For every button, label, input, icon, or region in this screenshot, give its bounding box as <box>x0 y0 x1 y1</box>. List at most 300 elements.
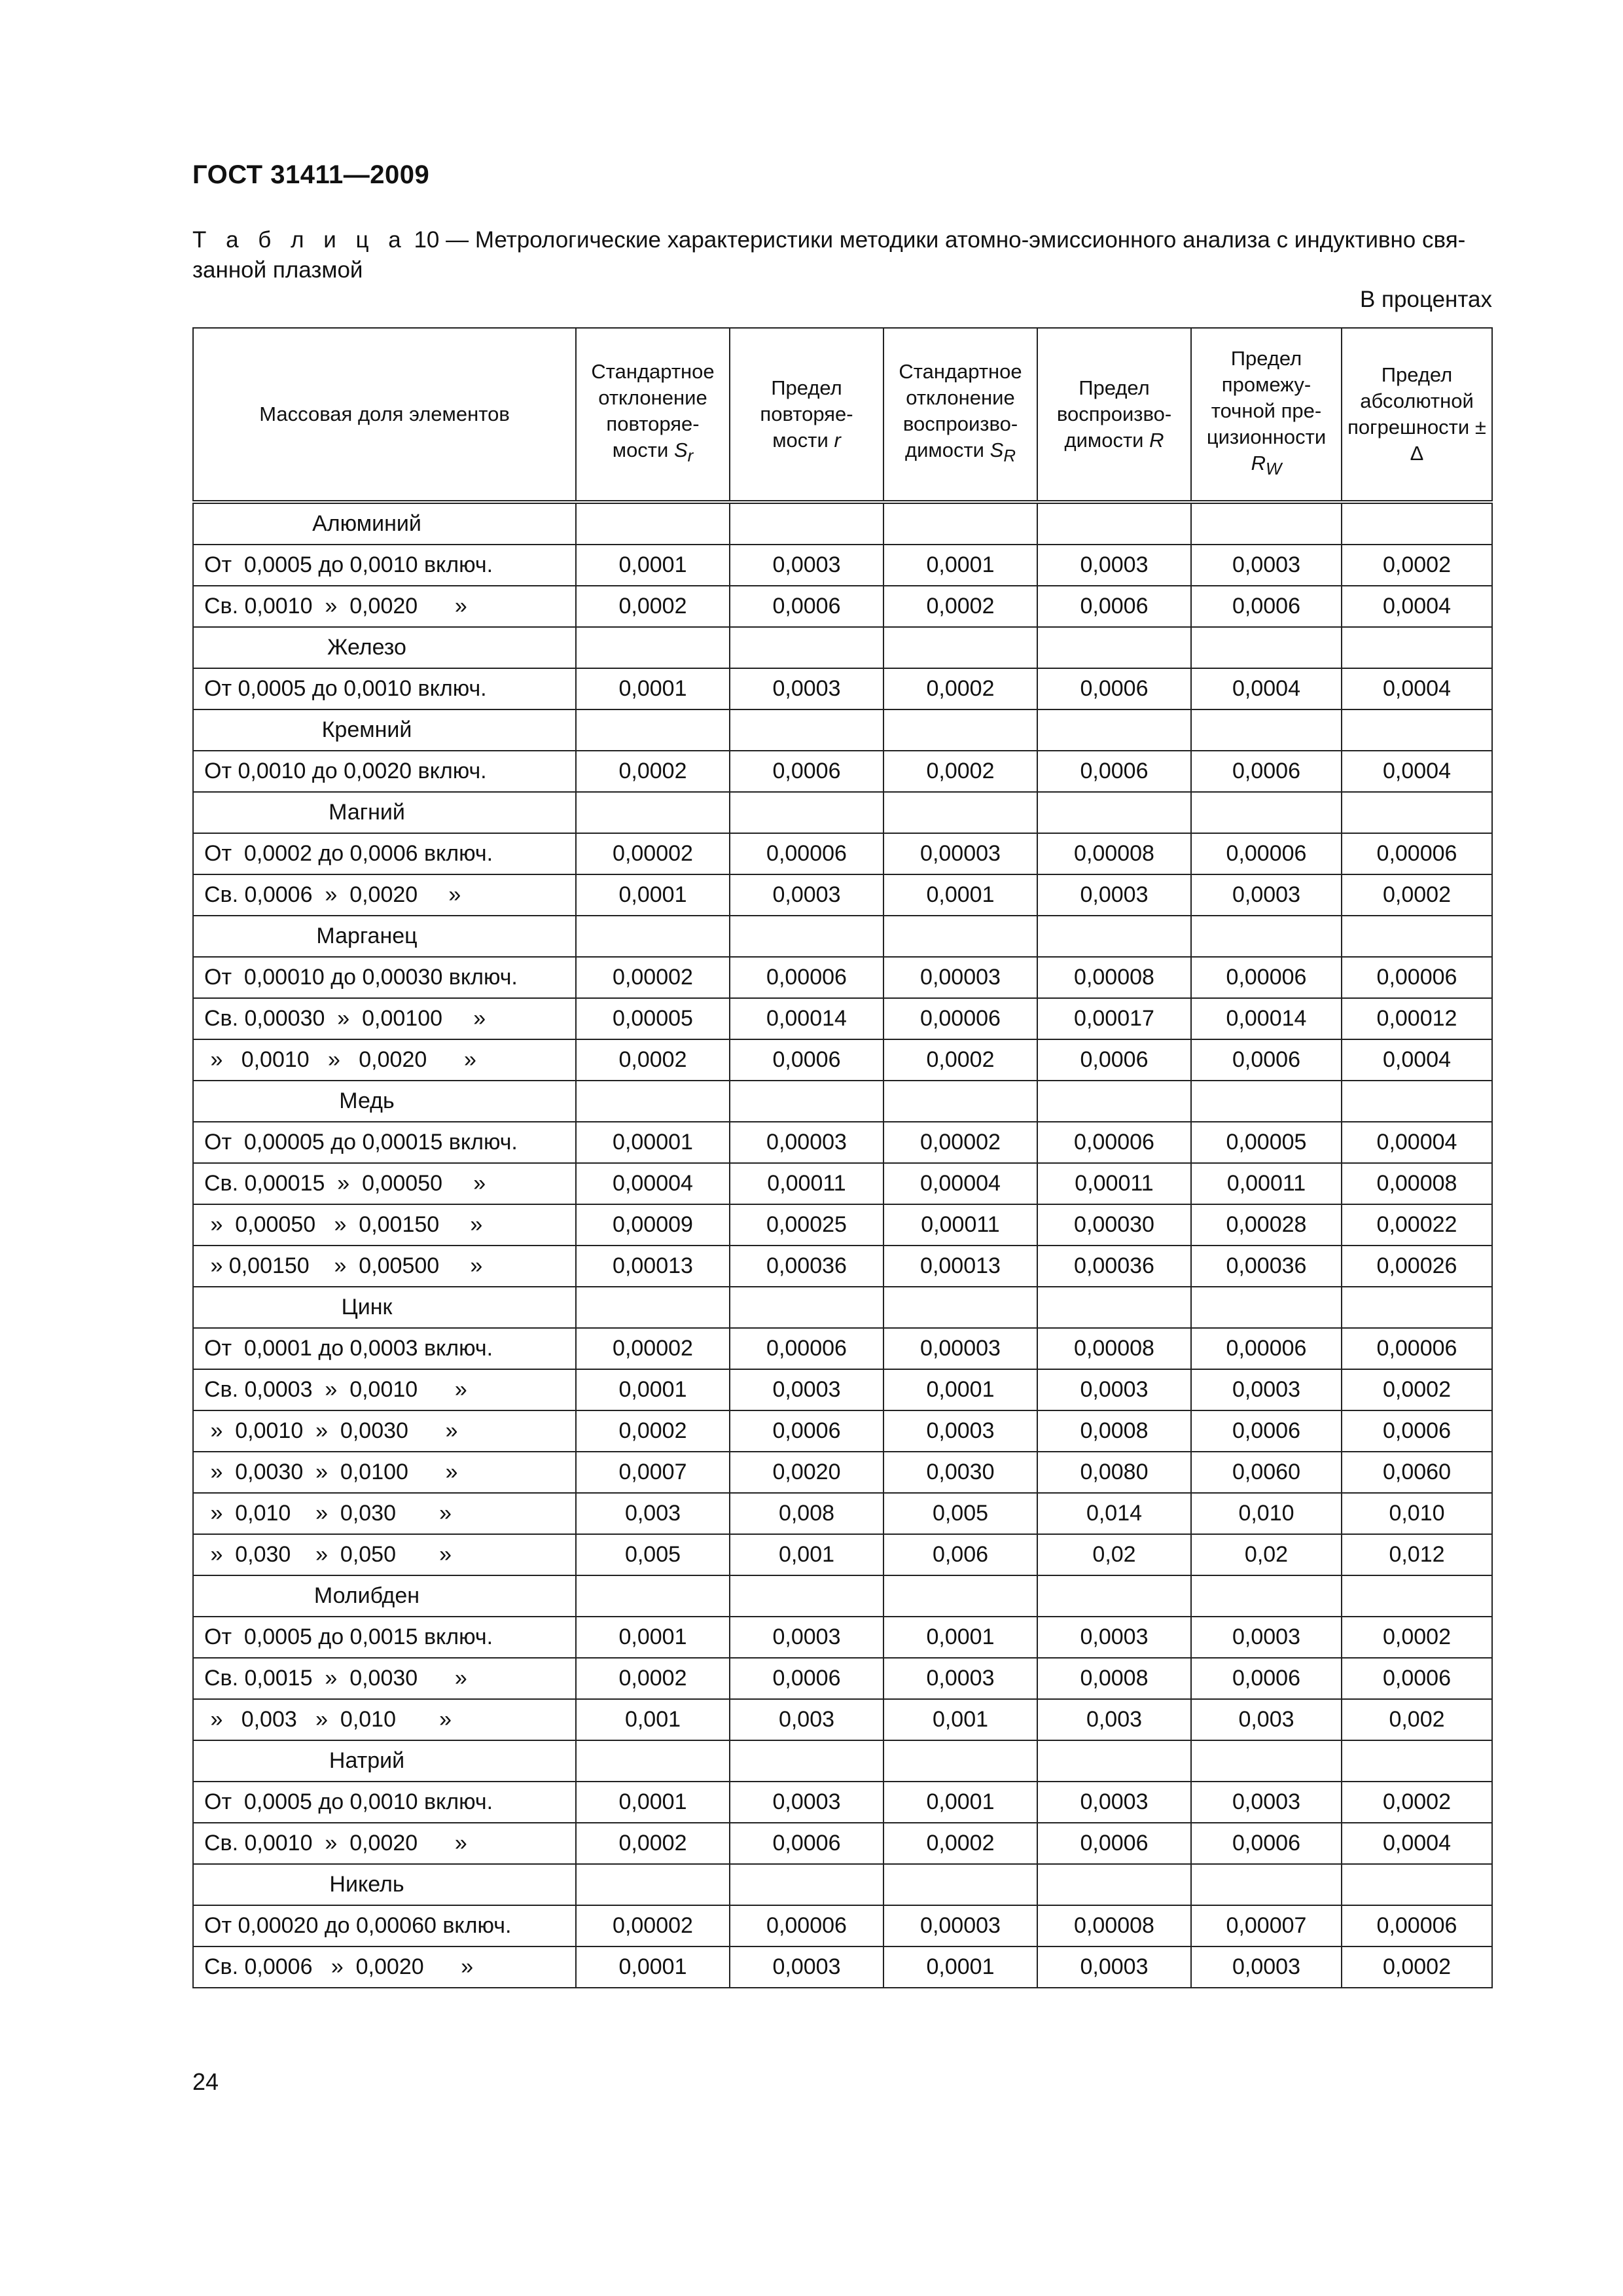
value-cell: 0,0001 <box>883 1946 1037 1988</box>
value-cell: 0,005 <box>576 1534 730 1575</box>
value-cell: 0,0002 <box>883 1039 1037 1081</box>
value-cell: 0,0001 <box>883 874 1037 916</box>
table-row <box>193 998 1492 1039</box>
value-cell: 0,0002 <box>1342 1946 1492 1988</box>
empty-cell <box>883 502 1037 545</box>
column-header-subscript: R <box>1003 447 1016 466</box>
value-cell: 0,00036 <box>730 1246 883 1287</box>
value-cell: 0,00011 <box>1037 1163 1191 1204</box>
table-body <box>193 502 1492 1988</box>
element-name-cell: Цинк <box>193 1287 576 1328</box>
range-cell: Св. 0,0003 » 0,0010 » <box>193 1369 576 1410</box>
range-cell: От 0,0005 до 0,0015 включ. <box>193 1617 576 1658</box>
empty-cell <box>1342 1575 1492 1617</box>
column-header-subscript: r <box>687 447 694 466</box>
range-cell: » 0,0010 » 0,0030 » <box>193 1410 576 1452</box>
column-header-label: Массовая доля элементов <box>259 403 510 425</box>
value-cell: 0,0006 <box>730 1410 883 1452</box>
value-cell: 0,0080 <box>1037 1452 1191 1493</box>
value-cell: 0,00003 <box>883 1905 1037 1946</box>
value-cell: 0,0006 <box>1191 586 1342 627</box>
value-cell: 0,0002 <box>576 1039 730 1081</box>
element-name-cell: Никель <box>193 1864 576 1905</box>
value-cell: 0,00011 <box>730 1163 883 1204</box>
column-header-label: Стандартное отклонение повторяе-мости <box>591 360 715 462</box>
empty-cell <box>576 1864 730 1905</box>
table-row <box>193 1782 1492 1823</box>
value-cell: 0,00003 <box>883 833 1037 874</box>
table-row <box>193 1452 1492 1493</box>
empty-cell <box>1037 709 1191 751</box>
value-cell: 0,00006 <box>1342 957 1492 998</box>
table-row <box>193 1328 1492 1369</box>
value-cell: 0,0001 <box>883 545 1037 586</box>
value-cell: 0,00012 <box>1342 998 1492 1039</box>
value-cell: 0,0008 <box>1037 1410 1191 1452</box>
value-cell: 0,00001 <box>576 1122 730 1163</box>
table-row <box>193 1410 1492 1452</box>
column-header-symbol: R <box>1251 452 1266 475</box>
table-row <box>193 1493 1492 1534</box>
empty-cell <box>1037 627 1191 668</box>
value-cell: 0,0006 <box>730 586 883 627</box>
range-cell: От 0,0002 до 0,0006 включ. <box>193 833 576 874</box>
empty-cell <box>730 916 883 957</box>
range-cell: От 0,0005 до 0,0010 включ. <box>193 1782 576 1823</box>
empty-cell <box>1191 1740 1342 1782</box>
empty-cell <box>883 792 1037 833</box>
value-cell: 0,006 <box>883 1534 1037 1575</box>
table-row <box>193 1163 1492 1204</box>
column-header-label: Предел промежу-точной пре-цизионности <box>1206 347 1327 449</box>
table-row <box>193 545 1492 586</box>
range-cell: » 0,00150 » 0,00500 » <box>193 1246 576 1287</box>
table-row <box>193 1204 1492 1246</box>
table-caption <box>192 225 1501 285</box>
value-cell: 0,00006 <box>1191 1328 1342 1369</box>
empty-cell <box>883 627 1037 668</box>
document-title: ГОСТ 31411—2009 <box>192 160 430 189</box>
element-name-cell: Медь <box>193 1081 576 1122</box>
value-cell: 0,0002 <box>883 586 1037 627</box>
value-cell: 0,0002 <box>883 1823 1037 1864</box>
value-cell: 0,00014 <box>1191 998 1342 1039</box>
element-group-row <box>193 1864 1492 1905</box>
value-cell: 0,010 <box>1191 1493 1342 1534</box>
value-cell: 0,0004 <box>1342 586 1492 627</box>
empty-cell <box>730 1287 883 1328</box>
value-cell: 0,00030 <box>1037 1204 1191 1246</box>
value-cell: 0,00006 <box>883 998 1037 1039</box>
range-cell: Св. 0,0010 » 0,0020 » <box>193 1823 576 1864</box>
empty-cell <box>576 709 730 751</box>
empty-cell <box>1342 1740 1492 1782</box>
empty-cell <box>1191 916 1342 957</box>
range-cell: Св. 0,0006 » 0,0020 » <box>193 874 576 916</box>
value-cell: 0,00036 <box>1037 1246 1191 1287</box>
empty-cell <box>883 1740 1037 1782</box>
metrology-table <box>192 327 1493 1988</box>
element-name-cell: Алюминий <box>193 502 576 545</box>
value-cell: 0,00002 <box>576 1905 730 1946</box>
range-cell: От 0,00005 до 0,00015 включ. <box>193 1122 576 1163</box>
range-cell: » 0,030 » 0,050 » <box>193 1534 576 1575</box>
value-cell: 0,001 <box>730 1534 883 1575</box>
column-header <box>1037 328 1191 502</box>
value-cell: 0,0006 <box>1191 1410 1342 1452</box>
value-cell: 0,0004 <box>1342 1039 1492 1081</box>
value-cell: 0,00002 <box>576 833 730 874</box>
column-header-symbol: ± Δ <box>1410 416 1486 465</box>
value-cell: 0,0006 <box>730 1823 883 1864</box>
element-group-row <box>193 709 1492 751</box>
value-cell: 0,0007 <box>576 1452 730 1493</box>
empty-cell <box>1037 502 1191 545</box>
column-header <box>730 328 883 502</box>
empty-cell <box>1342 916 1492 957</box>
value-cell: 0,0003 <box>1191 1617 1342 1658</box>
value-cell: 0,00006 <box>730 1905 883 1946</box>
range-cell: » 0,00050 » 0,00150 » <box>193 1204 576 1246</box>
column-header-label: Предел повторяе-мости <box>760 376 853 452</box>
value-cell: 0,00022 <box>1342 1204 1492 1246</box>
empty-cell <box>730 1740 883 1782</box>
empty-cell <box>1342 1081 1492 1122</box>
empty-cell <box>576 1575 730 1617</box>
value-cell: 0,014 <box>1037 1493 1191 1534</box>
value-cell: 0,00006 <box>730 957 883 998</box>
empty-cell <box>883 1864 1037 1905</box>
element-group-row <box>193 1287 1492 1328</box>
table-row <box>193 1039 1492 1081</box>
value-cell: 0,00028 <box>1191 1204 1342 1246</box>
empty-cell <box>1342 1864 1492 1905</box>
value-cell: 0,00017 <box>1037 998 1191 1039</box>
value-cell: 0,0030 <box>883 1452 1037 1493</box>
value-cell: 0,0002 <box>1342 1782 1492 1823</box>
empty-cell <box>576 1081 730 1122</box>
range-cell: Св. 0,0015 » 0,0030 » <box>193 1658 576 1699</box>
empty-cell <box>1191 627 1342 668</box>
value-cell: 0,0001 <box>576 668 730 709</box>
value-cell: 0,0002 <box>576 1823 730 1864</box>
value-cell: 0,00006 <box>1342 1905 1492 1946</box>
range-cell: От 0,00010 до 0,00030 включ. <box>193 957 576 998</box>
empty-cell <box>730 1864 883 1905</box>
table-row <box>193 668 1492 709</box>
empty-cell <box>1191 1575 1342 1617</box>
value-cell: 0,0006 <box>1037 668 1191 709</box>
empty-cell <box>1037 1740 1191 1782</box>
value-cell: 0,00013 <box>883 1246 1037 1287</box>
table-row <box>193 1946 1492 1988</box>
table-row <box>193 1534 1492 1575</box>
empty-cell <box>576 627 730 668</box>
column-header-symbol: S <box>673 439 688 462</box>
value-cell: 0,00008 <box>1037 1905 1191 1946</box>
value-cell: 0,012 <box>1342 1534 1492 1575</box>
value-cell: 0,00014 <box>730 998 883 1039</box>
table-row <box>193 751 1492 792</box>
value-cell: 0,0003 <box>730 874 883 916</box>
column-header <box>883 328 1037 502</box>
element-group-row <box>193 502 1492 545</box>
range-cell: » 0,0010 » 0,0020 » <box>193 1039 576 1081</box>
column-header-symbol: r <box>834 429 841 452</box>
value-cell: 0,0001 <box>576 1617 730 1658</box>
value-cell: 0,0006 <box>1191 1658 1342 1699</box>
column-header-label: Стандартное отклонение воспроизво-димости <box>899 360 1022 462</box>
range-cell: Св. 0,0006 » 0,0020 » <box>193 1946 576 1988</box>
value-cell: 0,0002 <box>1342 545 1492 586</box>
table-row <box>193 1617 1492 1658</box>
range-cell: » 0,003 » 0,010 » <box>193 1699 576 1740</box>
value-cell: 0,0003 <box>1191 1369 1342 1410</box>
value-cell: 0,010 <box>1342 1493 1492 1534</box>
value-cell: 0,0008 <box>1037 1658 1191 1699</box>
range-cell: От 0,00020 до 0,00060 включ. <box>193 1905 576 1946</box>
value-cell: 0,0004 <box>1342 668 1492 709</box>
value-cell: 0,00004 <box>883 1163 1037 1204</box>
value-cell: 0,0004 <box>1342 751 1492 792</box>
value-cell: 0,00006 <box>730 1328 883 1369</box>
value-cell: 0,0001 <box>576 545 730 586</box>
value-cell: 0,002 <box>1342 1699 1492 1740</box>
empty-cell <box>730 792 883 833</box>
empty-cell <box>1037 1575 1191 1617</box>
column-header-label: Предел абсолютной погрешности <box>1347 363 1474 439</box>
empty-cell <box>1191 709 1342 751</box>
empty-cell <box>730 502 883 545</box>
table-row <box>193 1823 1492 1864</box>
element-name-cell: Железо <box>193 627 576 668</box>
value-cell: 0,0001 <box>576 1946 730 1988</box>
value-cell: 0,00004 <box>576 1163 730 1204</box>
empty-cell <box>576 1287 730 1328</box>
value-cell: 0,0001 <box>883 1617 1037 1658</box>
value-cell: 0,0003 <box>1191 1782 1342 1823</box>
empty-cell <box>1191 502 1342 545</box>
value-cell: 0,0003 <box>1191 1946 1342 1988</box>
value-cell: 0,00002 <box>883 1122 1037 1163</box>
element-name-cell: Магний <box>193 792 576 833</box>
element-group-row <box>193 1081 1492 1122</box>
empty-cell <box>883 1081 1037 1122</box>
empty-cell <box>576 792 730 833</box>
column-header-label: Предел воспроизво-димости <box>1056 376 1172 452</box>
value-cell: 0,0006 <box>1191 1823 1342 1864</box>
value-cell: 0,001 <box>576 1699 730 1740</box>
empty-cell <box>883 916 1037 957</box>
column-header-symbol: S <box>990 439 1004 462</box>
value-cell: 0,0003 <box>730 1369 883 1410</box>
empty-cell <box>1037 916 1191 957</box>
value-cell: 0,0004 <box>1191 668 1342 709</box>
value-cell: 0,0001 <box>883 1369 1037 1410</box>
empty-cell <box>883 709 1037 751</box>
table-row <box>193 1246 1492 1287</box>
value-cell: 0,0002 <box>1342 1617 1492 1658</box>
empty-cell <box>883 1575 1037 1617</box>
value-cell: 0,0002 <box>576 751 730 792</box>
element-name-cell: Кремний <box>193 709 576 751</box>
value-cell: 0,0003 <box>1037 545 1191 586</box>
value-cell: 0,0002 <box>1342 1369 1492 1410</box>
value-cell: 0,00013 <box>576 1246 730 1287</box>
empty-cell <box>1342 1287 1492 1328</box>
empty-cell <box>1037 1287 1191 1328</box>
value-cell: 0,0003 <box>1191 545 1342 586</box>
column-header <box>1342 328 1492 502</box>
value-cell: 0,0003 <box>1037 1369 1191 1410</box>
empty-cell <box>1191 1864 1342 1905</box>
value-cell: 0,0003 <box>1037 1946 1191 1988</box>
column-header-symbol: R <box>1149 429 1164 452</box>
value-cell: 0,0003 <box>1037 874 1191 916</box>
value-cell: 0,0060 <box>1191 1452 1342 1493</box>
value-cell: 0,003 <box>730 1699 883 1740</box>
empty-cell <box>1342 502 1492 545</box>
element-group-row <box>193 1740 1492 1782</box>
column-header <box>1191 328 1342 502</box>
value-cell: 0,0006 <box>1037 586 1191 627</box>
value-cell: 0,001 <box>883 1699 1037 1740</box>
value-cell: 0,00008 <box>1037 833 1191 874</box>
element-group-row <box>193 627 1492 668</box>
table-row <box>193 957 1492 998</box>
value-cell: 0,0020 <box>730 1452 883 1493</box>
range-cell: От 0,0005 до 0,0010 включ. <box>193 668 576 709</box>
range-cell: » 0,0030 » 0,0100 » <box>193 1452 576 1493</box>
empty-cell <box>1191 1081 1342 1122</box>
range-cell: От 0,0010 до 0,0020 включ. <box>193 751 576 792</box>
value-cell: 0,0001 <box>576 874 730 916</box>
value-cell: 0,0006 <box>730 1039 883 1081</box>
page-number: 24 <box>192 2068 219 2095</box>
value-cell: 0,0002 <box>883 668 1037 709</box>
value-cell: 0,0006 <box>1191 1039 1342 1081</box>
value-cell: 0,0006 <box>1037 1039 1191 1081</box>
value-cell: 0,00003 <box>730 1122 883 1163</box>
empty-cell <box>1342 709 1492 751</box>
value-cell: 0,00008 <box>1342 1163 1492 1204</box>
element-group-row <box>193 792 1492 833</box>
column-header <box>576 328 730 502</box>
value-cell: 0,0002 <box>576 1658 730 1699</box>
value-cell: 0,00006 <box>1037 1122 1191 1163</box>
value-cell: 0,0002 <box>883 751 1037 792</box>
range-cell: Св. 0,00015 » 0,00050 » <box>193 1163 576 1204</box>
value-cell: 0,0006 <box>1342 1658 1492 1699</box>
value-cell: 0,0002 <box>1342 874 1492 916</box>
value-cell: 0,0003 <box>1191 874 1342 916</box>
value-cell: 0,0003 <box>730 1782 883 1823</box>
element-group-row <box>193 916 1492 957</box>
value-cell: 0,00006 <box>1191 833 1342 874</box>
value-cell: 0,0001 <box>883 1782 1037 1823</box>
value-cell: 0,00006 <box>1191 957 1342 998</box>
value-cell: 0,0003 <box>730 545 883 586</box>
value-cell: 0,0006 <box>730 1658 883 1699</box>
value-cell: 0,00036 <box>1191 1246 1342 1287</box>
value-cell: 0,0006 <box>1037 751 1191 792</box>
value-cell: 0,00004 <box>1342 1122 1492 1163</box>
table-caption-text: 10 — Метрологические характеристики методики атомно-эмиссионного анализа с индуктивно свя-занной плазмой <box>192 227 1466 283</box>
element-group-row <box>193 1575 1492 1617</box>
range-cell: Св. 0,00030 » 0,00100 » <box>193 998 576 1039</box>
value-cell: 0,00009 <box>576 1204 730 1246</box>
empty-cell <box>1191 792 1342 833</box>
value-cell: 0,0003 <box>883 1658 1037 1699</box>
value-cell: 0,0003 <box>730 1946 883 1988</box>
value-cell: 0,00006 <box>1342 833 1492 874</box>
empty-cell <box>1037 792 1191 833</box>
value-cell: 0,02 <box>1191 1534 1342 1575</box>
table-row <box>193 1699 1492 1740</box>
units-note: В процентах <box>1359 287 1492 312</box>
empty-cell <box>883 1287 1037 1328</box>
empty-cell <box>1342 627 1492 668</box>
empty-cell <box>1191 1287 1342 1328</box>
value-cell: 0,0006 <box>1037 1823 1191 1864</box>
value-cell: 0,00006 <box>1342 1328 1492 1369</box>
table-row <box>193 1369 1492 1410</box>
value-cell: 0,00008 <box>1037 1328 1191 1369</box>
empty-cell <box>730 709 883 751</box>
value-cell: 0,003 <box>576 1493 730 1534</box>
column-header-subscript: W <box>1266 460 1282 479</box>
empty-cell <box>576 502 730 545</box>
value-cell: 0,0003 <box>1037 1782 1191 1823</box>
empty-cell <box>576 1740 730 1782</box>
value-cell: 0,00003 <box>883 1328 1037 1369</box>
value-cell: 0,0002 <box>576 1410 730 1452</box>
range-cell: » 0,010 » 0,030 » <box>193 1493 576 1534</box>
empty-cell <box>730 1081 883 1122</box>
header-row <box>193 328 1492 502</box>
value-cell: 0,008 <box>730 1493 883 1534</box>
empty-cell <box>1342 792 1492 833</box>
value-cell: 0,0006 <box>730 751 883 792</box>
value-cell: 0,0006 <box>1191 751 1342 792</box>
value-cell: 0,00008 <box>1037 957 1191 998</box>
value-cell: 0,00005 <box>1191 1122 1342 1163</box>
empty-cell <box>730 627 883 668</box>
column-header <box>193 328 576 502</box>
value-cell: 0,00011 <box>883 1204 1037 1246</box>
empty-cell <box>1037 1081 1191 1122</box>
table-header <box>193 328 1492 502</box>
value-cell: 0,0060 <box>1342 1452 1492 1493</box>
value-cell: 0,0003 <box>883 1410 1037 1452</box>
value-cell: 0,003 <box>1191 1699 1342 1740</box>
range-cell: От 0,0001 до 0,0003 включ. <box>193 1328 576 1369</box>
table-row <box>193 874 1492 916</box>
table-row <box>193 1905 1492 1946</box>
element-name-cell: Марганец <box>193 916 576 957</box>
value-cell: 0,00011 <box>1191 1163 1342 1204</box>
value-cell: 0,0006 <box>1342 1410 1492 1452</box>
value-cell: 0,00002 <box>576 1328 730 1369</box>
value-cell: 0,00007 <box>1191 1905 1342 1946</box>
value-cell: 0,00006 <box>730 833 883 874</box>
value-cell: 0,005 <box>883 1493 1037 1534</box>
value-cell: 0,0001 <box>576 1782 730 1823</box>
value-cell: 0,0004 <box>1342 1823 1492 1864</box>
value-cell: 0,0003 <box>730 1617 883 1658</box>
value-cell: 0,003 <box>1037 1699 1191 1740</box>
value-cell: 0,00005 <box>576 998 730 1039</box>
